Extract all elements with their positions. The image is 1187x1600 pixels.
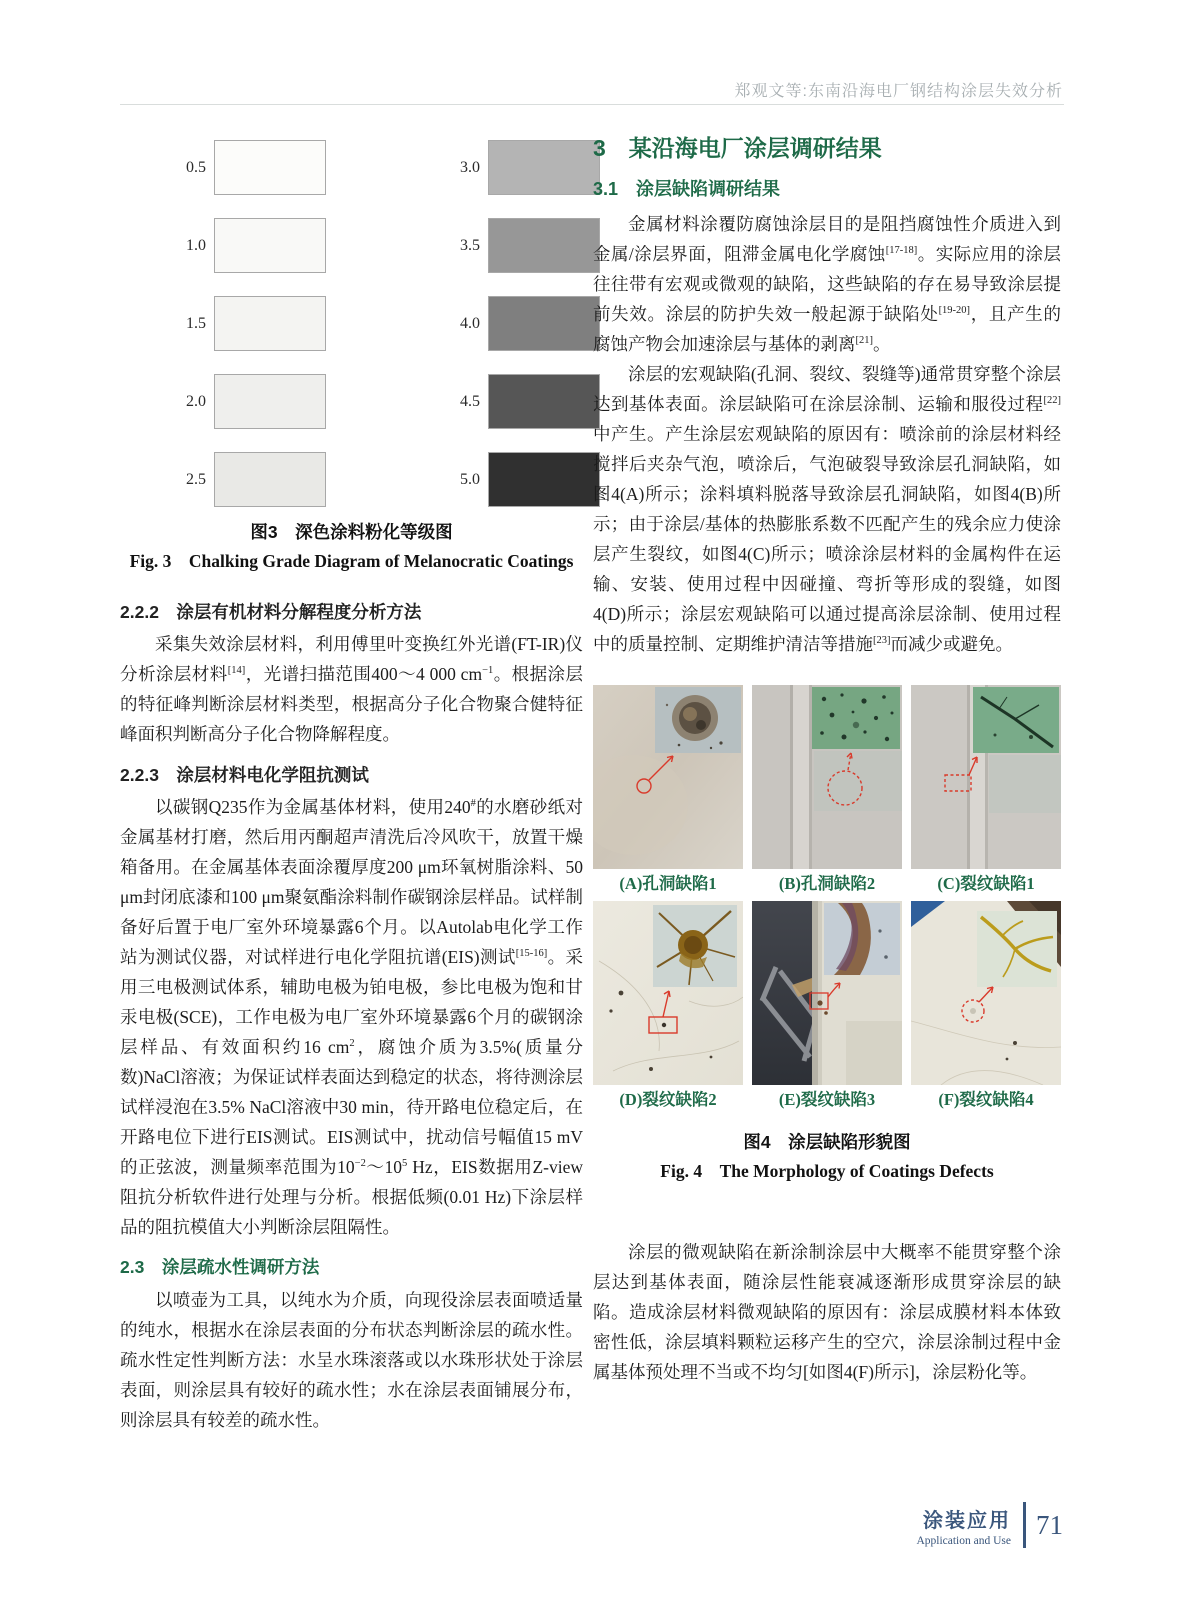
citation-superscript: [22] bbox=[1043, 395, 1061, 407]
text-run: ，且产生的腐蚀产物会加速涂层与基体的剥离 bbox=[593, 304, 1061, 354]
paragraph-2-3 bbox=[120, 1285, 583, 1435]
heading-2-2-3: 2.2.3 涂层材料电化学阻抗测试 bbox=[120, 765, 369, 785]
chalking-swatch bbox=[488, 452, 600, 507]
figure-3-caption-zh: 图3 深色涂料粉化等级图 bbox=[250, 522, 453, 542]
chalking-grade-label: 2.0 bbox=[186, 392, 206, 410]
photo-crack-defect-1 bbox=[911, 685, 1061, 869]
chalking-swatch bbox=[214, 218, 326, 273]
paragraph-3-1-a bbox=[593, 209, 1061, 359]
chalking-swatch-pair bbox=[394, 296, 606, 351]
chalking-swatch bbox=[488, 140, 600, 195]
photo-label-c: (C)裂纹缺陷1 bbox=[937, 874, 1035, 893]
page-number: 71 bbox=[1036, 1509, 1063, 1540]
chalking-swatch-pair bbox=[120, 374, 332, 429]
right-column bbox=[593, 128, 1061, 1387]
text-run: 。实际应用的涂层往往带有宏观或微观的缺陷，这些缺陷的存在易导致涂层提前失效。涂层的防护失效一般起源于缺陷处 bbox=[593, 244, 1062, 324]
figure-4-caption-en: Fig. 4 The Morphology of Coatings Defects bbox=[660, 1161, 994, 1181]
text-run: 以碳钢Q235作为金属基体材料，使用240 bbox=[155, 797, 471, 817]
chalking-grade-label: 3.5 bbox=[460, 236, 480, 254]
text-run: 。 bbox=[873, 334, 891, 354]
journal-name-en: Application and Use bbox=[916, 1534, 1011, 1547]
heading-3: 3 某沿海电厂涂层调研结果 bbox=[593, 135, 882, 161]
chalking-swatch bbox=[214, 296, 326, 351]
text-run: 涂层的宏观缺陷(孔洞、裂纹、裂缝等)通常贯穿整个涂层达到基体表面。涂层缺陷可在涂层涂制、运输和服役过程 bbox=[593, 364, 1061, 414]
paragraph-2-2-2 bbox=[120, 629, 583, 749]
figure-4-row-1 bbox=[593, 685, 1061, 869]
photo-crack-defect-3 bbox=[752, 901, 902, 1085]
photo-label-d: (D)裂纹缺陷2 bbox=[619, 1090, 717, 1109]
photo-label-f: (F)裂纹缺陷4 bbox=[938, 1090, 1034, 1109]
chalking-swatch-grid bbox=[120, 140, 583, 507]
citation-superscript: # bbox=[470, 798, 476, 810]
paragraph-3-1-c bbox=[593, 1237, 1061, 1387]
journal-name-zh: 涂装应用 bbox=[923, 1509, 1011, 1532]
photo-label-a: (A)孔洞缺陷1 bbox=[619, 874, 717, 893]
figure-4-row-1-labels bbox=[593, 869, 1061, 901]
photo-hole-defect-2 bbox=[752, 685, 902, 869]
chalking-swatch-pair bbox=[394, 218, 606, 273]
figure-3-caption-en: Fig. 3 Chalking Grade Diagram of Melanocratic Coatings bbox=[129, 551, 574, 571]
citation-superscript: [21] bbox=[855, 335, 873, 347]
photo-crack-defect-4 bbox=[911, 901, 1061, 1085]
chalking-swatch-pair bbox=[120, 218, 332, 273]
chalking-grade-label: 4.0 bbox=[460, 314, 480, 332]
paragraph-3-1-b bbox=[593, 359, 1061, 659]
citation-superscript: −2 bbox=[354, 1158, 366, 1170]
citation-superscript: [14] bbox=[227, 665, 246, 677]
photo-label-b: (B)孔洞缺陷2 bbox=[778, 874, 876, 893]
citation-superscript: 5 bbox=[402, 1158, 408, 1170]
header-rule bbox=[120, 104, 1064, 105]
chalking-swatch-pair bbox=[394, 452, 606, 507]
photo-label-e: (E)裂纹缺陷3 bbox=[778, 1090, 876, 1109]
chalking-swatch bbox=[214, 452, 326, 507]
citation-superscript: −1 bbox=[482, 665, 494, 677]
crack-defect-4-image bbox=[911, 901, 1061, 1085]
photo-crack-defect-2 bbox=[593, 901, 743, 1085]
left-column bbox=[120, 128, 583, 1435]
footer-divider bbox=[1023, 1502, 1026, 1548]
chalking-swatch-pair bbox=[120, 452, 332, 507]
running-title: 郑观文等:东南沿海电厂钢结构涂层失效分析 bbox=[734, 83, 1063, 100]
text-run: 金属材料涂覆防腐蚀涂层目的是阻挡腐蚀性介质进入到金属/涂层界面，阻滞金属电化学腐蚀 bbox=[593, 214, 1061, 264]
citation-superscript: [15-16] bbox=[515, 948, 548, 960]
photo-hole-defect-1 bbox=[593, 685, 743, 869]
chalking-grade-label: 5.0 bbox=[460, 470, 480, 488]
text-run: 采集失效涂层材料，利用傅里叶变换红外光谱(FT-IR)仪分析涂层材料 bbox=[120, 634, 583, 684]
text-run: 。根据涂层的特征峰判断涂层材料类型，根据高分子化合物聚合健特征峰面积判断高分子化合物降解程度。 bbox=[120, 664, 584, 744]
hole-defect-2-image bbox=[752, 685, 902, 869]
text-run: 。采用三电极测试体系，辅助电极为铂电极，参比电极为饱和甘汞电极(SCE)，工作电极为电厂室外环境暴露6个月的碳钢涂层样品、有效面积约16 cm bbox=[120, 947, 583, 1057]
paragraph-2-2-3 bbox=[120, 792, 583, 1242]
chalking-swatch-pair bbox=[394, 140, 606, 195]
figure-3-caption bbox=[120, 519, 583, 573]
text-run: 而减少或避免。 bbox=[890, 634, 1013, 654]
chalking-swatch bbox=[488, 218, 600, 273]
citation-superscript: 2 bbox=[349, 1038, 355, 1050]
chalking-swatch bbox=[214, 374, 326, 429]
chalking-swatch-pair bbox=[120, 296, 332, 351]
chalking-swatch bbox=[488, 374, 600, 429]
text-run: ，光谱扫描范围400～4 000 cm bbox=[245, 664, 483, 684]
journal-name bbox=[916, 1504, 1011, 1547]
chalking-grade-label: 1.5 bbox=[186, 314, 206, 332]
chalking-swatch bbox=[214, 140, 326, 195]
citation-superscript: [19-20] bbox=[938, 305, 971, 317]
figure-4-caption-zh: 图4 涂层缺陷形貌图 bbox=[743, 1132, 911, 1152]
figure-4-row-2-labels bbox=[593, 1085, 1061, 1117]
figure-3-chalking-diagram bbox=[120, 140, 583, 573]
figure-4-caption bbox=[593, 1129, 1061, 1183]
chalking-grade-label: 2.5 bbox=[186, 470, 206, 488]
figure-4-row-2 bbox=[593, 901, 1061, 1085]
crack-defect-2-image bbox=[593, 901, 743, 1085]
chalking-grade-label: 1.0 bbox=[186, 236, 206, 254]
chalking-grade-label: 4.5 bbox=[460, 392, 480, 410]
crack-defect-1-image bbox=[911, 685, 1061, 869]
text-run: Hz，EIS数据用Z-view阻抗分析软件进行处理与分析。根据低频(0.01 Hz)下涂层样品的阻抗模值大小判断涂层阻隔性。 bbox=[120, 1157, 584, 1237]
text-run: ～10 bbox=[365, 1157, 403, 1177]
text-run: 涂层的微观缺陷在新涂制涂层中大概率不能贯穿整个涂层达到基体表面，随涂层性能衰减逐渐形成贯穿涂层的缺陷。造成涂层材料微观缺陷的原因有：涂层成膜材料本体致密性低，涂层填料颗粒运移产生的空穴，涂层涂制过程中金属基体预处理不当或不均匀[如图4(F)所示]，涂层粉化等。 bbox=[593, 1242, 1061, 1382]
heading-2-3: 2.3 涂层疏水性调研方法 bbox=[120, 1257, 320, 1277]
chalking-swatch-pair bbox=[120, 140, 332, 195]
chalking-grade-label: 0.5 bbox=[186, 158, 206, 176]
figure-4-defect-photos bbox=[593, 685, 1061, 1183]
heading-3-1: 3.1 涂层缺陷调研结果 bbox=[593, 179, 781, 199]
hole-defect-1-image bbox=[593, 685, 743, 869]
chalking-swatch bbox=[488, 296, 600, 351]
text-run: 的水磨砂纸对金属基材打磨，然后用丙酮超声清洗后冷风吹干，放置干燥箱备用。在金属基体表面涂覆厚度200 μm环氧树脂涂料、50 μm封闭底漆和100 μm聚氨酯涂料制作碳钢涂层样品。试样制备好后置于电厂室外环境暴露6个月。以Autolab电化学工作站为测试仪器，对试样进行电化学阻抗谱(EIS)测试 bbox=[120, 797, 584, 967]
chalking-grade-label: 3.0 bbox=[460, 158, 480, 176]
text-run: ，腐蚀介质为3.5%(质量分数)NaCl溶液；为保证试样表面达到稳定的状态，将待测涂层试样浸泡在3.5% NaCl溶液中30 min，待开路电位稳定后，在开路电位下进行EIS测试。EIS测试中，扰动信号幅值15 mV的正弦波，测量频率范围为10 bbox=[120, 1037, 583, 1177]
chalking-swatch-pair bbox=[394, 374, 606, 429]
citation-superscript: [17-18] bbox=[885, 245, 918, 257]
text-run: 中产生。产生涂层宏观缺陷的原因有：喷涂前的涂层材料经搅拌后夹杂气泡，喷涂后，气泡破裂导致涂层孔洞缺陷，如图4(A)所示；涂料填料脱落导致涂层孔洞缺陷，如图4(B)所示；由于涂层/基体的热膨胀系数不匹配产生的残余应力使涂层产生裂纹，如图4(C)所示；喷涂涂层材料的金属构件在运输、安装、使用过程中因碰撞、弯折等形成的裂缝，如图4(D)所示；涂层宏观缺陷可以通过提高涂层涂制、使用过程中的质量控制、定期维护清洁等措施 bbox=[593, 424, 1061, 654]
citation-superscript: [23] bbox=[873, 635, 891, 647]
page-footer bbox=[916, 1502, 1063, 1548]
text-run: 以喷壶为工具，以纯水为介质，向现役涂层表面喷适量的纯水，根据水在涂层表面的分布状态判断涂层的疏水性。疏水性定性判断方法：水呈水珠滚落或以水珠形状处于涂层表面，则涂层具有较好的疏水性；水在涂层表面铺展分布，则涂层具有较差的疏水性。 bbox=[120, 1290, 583, 1430]
heading-2-2-2: 2.2.2 涂层有机材料分解程度分析方法 bbox=[120, 602, 422, 622]
crack-defect-3-image bbox=[752, 901, 902, 1085]
